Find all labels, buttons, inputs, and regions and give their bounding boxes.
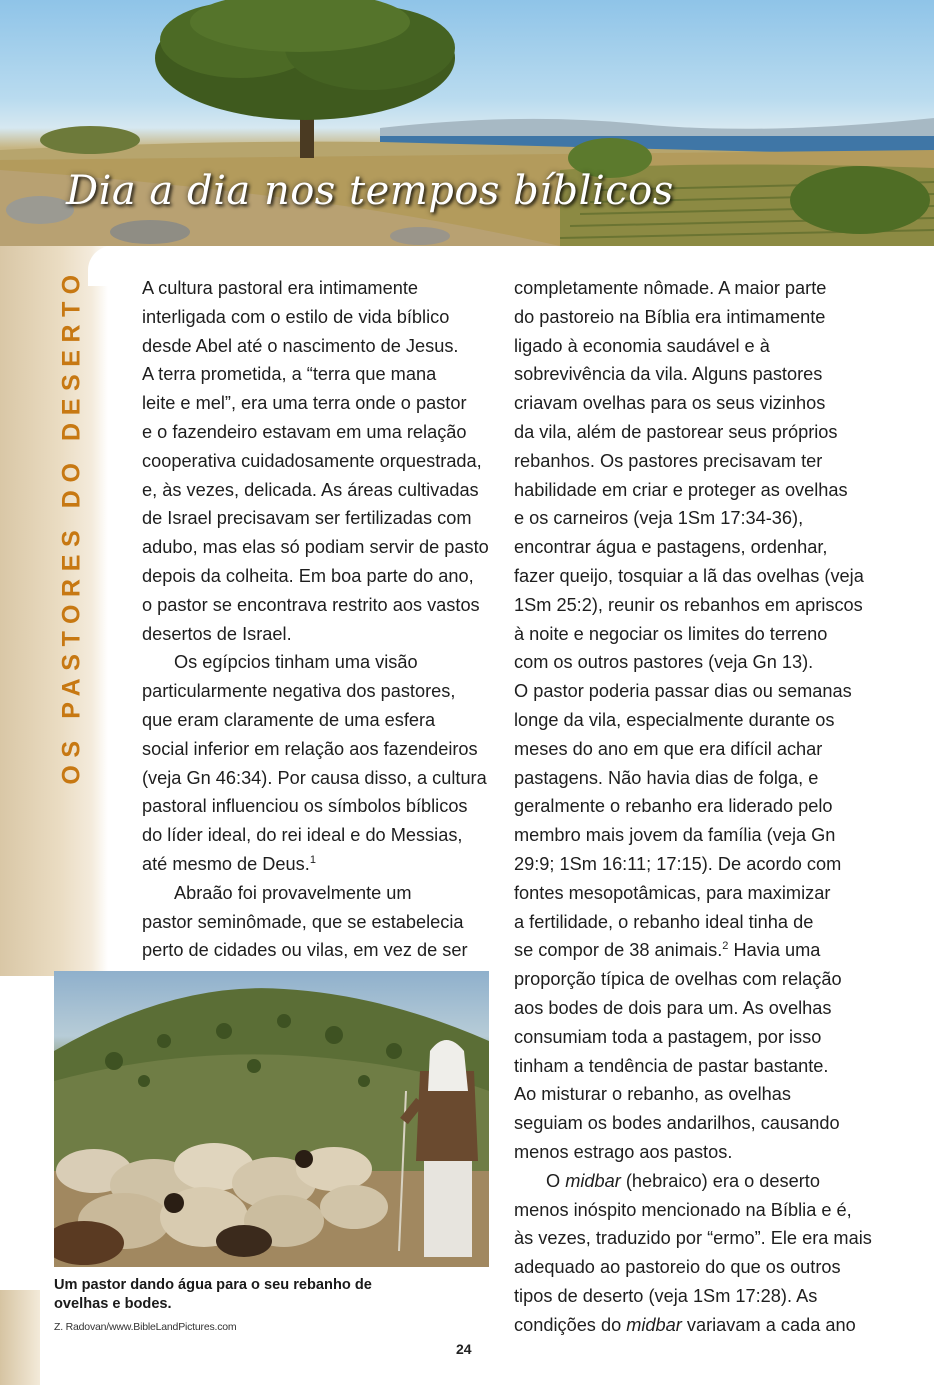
- text-line: adequado ao pastoreio do que os outros: [514, 1257, 841, 1278]
- paragraph-5: [514, 1167, 874, 1340]
- text-line: social inferior em relação aos fazendeiros: [142, 738, 478, 759]
- text-fragment: (hebraico) era o deserto: [620, 1170, 820, 1191]
- text-line: pastagens. Não havia dias de folga, e: [514, 767, 819, 788]
- text-line: completamente nômade. A maior parte: [514, 278, 827, 298]
- caption-line: ovelhas e bodes.: [54, 1296, 172, 1312]
- text-line: menos estrago aos pastos.: [514, 1141, 733, 1162]
- section-label-text: OS PASTORES DO DESERTO: [57, 267, 86, 785]
- text-line: da vila, além de pastorear seus próprios: [514, 421, 838, 442]
- text-line: Abraão foi provavelmente um: [174, 882, 412, 903]
- text-line: pastoral influenciou os símbolos bíblicos: [142, 796, 468, 817]
- text-line: às vezes, traduzido por “ermo”. Ele era mais: [514, 1228, 872, 1249]
- text-line: membro mais jovem da família (veja Gn: [514, 825, 836, 846]
- text-line: adubo, mas elas só podiam servir de pasto: [142, 537, 489, 558]
- shepherd-flock-illustration: [54, 971, 489, 1267]
- text-line: leite e mel”, era uma terra onde o pastor: [142, 393, 467, 414]
- text-line: interligada com o estilo de vida bíblico: [142, 306, 450, 327]
- hebrew-term: midbar: [565, 1170, 621, 1191]
- text-line: geralmente o rebanho era liderado pelo: [514, 796, 833, 817]
- paragraph-3: [142, 879, 502, 965]
- text-line: Os egípcios tinham uma visão: [174, 652, 418, 673]
- side-band: [0, 246, 108, 976]
- text-line: com os outros pastores (veja Gn 13).: [514, 652, 814, 673]
- text-line: fontes mesopotâmicas, para maximizar: [514, 882, 831, 903]
- text-line: à noite e negociar os limites do terreno: [514, 623, 828, 644]
- text-line: do líder ideal, do rei ideal e do Messias,: [142, 825, 463, 846]
- paragraph-2: [142, 648, 502, 878]
- text-fragment: variavam a cada ano: [681, 1314, 856, 1335]
- text-fragment: condições do: [514, 1314, 627, 1335]
- text-line: de Israel precisavam ser fertilizadas com: [142, 508, 472, 529]
- photo-caption: [54, 1276, 414, 1314]
- footnote-1: 1: [309, 853, 316, 866]
- text-line: 29:9; 1Sm 16:11; 17:15). De acordo com: [514, 853, 842, 874]
- text-line: a fertilidade, o rebanho ideal tinha de: [514, 911, 814, 932]
- text-line: 1Sm 25:2), reunir os rebanhos em apriscos: [514, 594, 863, 615]
- text-line: e os carneiros (veja 1Sm 17:34-36),: [514, 508, 804, 529]
- text-line: seguiam os bodes andarilhos, causando: [514, 1113, 840, 1134]
- header-photo: [0, 0, 934, 246]
- text-line: tipos de deserto (veja 1Sm 17:28). As: [514, 1285, 818, 1306]
- text-line: desertos de Israel.: [142, 623, 292, 644]
- text-line: que eram claramente de uma esfera: [142, 709, 436, 730]
- text-fragment: até mesmo de Deus.: [142, 853, 310, 874]
- text-line: proporção típica de ovelhas com relação: [514, 969, 842, 990]
- text-line: longe da vila, especialmente durante os: [514, 709, 835, 730]
- text-line: tinham a tendência de pastar bastante.: [514, 1055, 829, 1076]
- text-line: [514, 1311, 874, 1340]
- text-line: meses do ano em que era difícil achar: [514, 738, 823, 759]
- text-line: Ao misturar o rebanho, as ovelhas: [514, 1084, 792, 1105]
- text-line: cooperativa cuidadosamente orquestrada,: [142, 450, 482, 471]
- text-column-2: [514, 274, 874, 1339]
- text-line: criavam ovelhas para os seus vizinhos: [514, 393, 826, 414]
- paragraph-1: [142, 274, 502, 648]
- text-line: menos inóspito mencionado na Bíblia e é,: [514, 1199, 852, 1220]
- text-line: consumiam toda a pastagem, por isso: [514, 1026, 822, 1047]
- text-line: [142, 850, 502, 879]
- text-line: [514, 1167, 874, 1196]
- text-line: A cultura pastoral era intimamente: [142, 278, 418, 298]
- text-line: ligado à economia saudável e à: [514, 335, 770, 356]
- text-line: pastor seminômade, que se estabelecia: [142, 911, 464, 932]
- text-line: desde Abel até o nascimento de Jesus.: [142, 335, 459, 356]
- paragraph-4: [514, 274, 874, 1167]
- page-number: 24: [456, 1341, 472, 1357]
- text-line: (veja Gn 46:34). Por causa disso, a cultura: [142, 767, 487, 788]
- text-line: do pastoreio na Bíblia era intimamente: [514, 306, 826, 327]
- text-line: [514, 936, 874, 965]
- text-line: depois da colheita. Em boa parte do ano,: [142, 565, 474, 586]
- text-line: e, às vezes, delicada. As áreas cultivadas: [142, 479, 479, 500]
- text-line: O pastor poderia passar dias ou semanas: [514, 681, 852, 702]
- shepherd-photo: [54, 971, 489, 1267]
- text-line: perto de cidades ou vilas, em vez de ser: [142, 940, 468, 961]
- text-fragment: O: [546, 1170, 566, 1191]
- text-line: aos bodes de dois para um. As ovelhas: [514, 997, 832, 1018]
- text-line: o pastor se encontrava restrito aos vastos: [142, 594, 480, 615]
- text-line: sobrevivência da vila. Alguns pastores: [514, 364, 823, 385]
- text-line: fazer queijo, tosquiar a lã das ovelhas (veja: [514, 565, 864, 586]
- text-line: A terra prometida, a “terra que mana: [142, 364, 437, 385]
- caption-line: Um pastor dando água para o seu rebanho de: [54, 1277, 372, 1293]
- text-line: habilidade em criar e proteger as ovelhas: [514, 479, 848, 500]
- text-fragment: se compor de 38 animais.: [514, 940, 723, 961]
- text-line: e o fazendeiro estavam em uma relação: [142, 421, 467, 442]
- text-line: rebanhos. Os pastores precisavam ter: [514, 450, 823, 471]
- side-band-lower: [0, 1290, 40, 1385]
- text-column-1: [142, 274, 502, 965]
- page-title: Dia a dia nos tempos bíblicos: [66, 168, 674, 214]
- footnote-2: 2: [722, 940, 729, 953]
- text-line: particularmente negativa dos pastores,: [142, 681, 456, 702]
- hebrew-term: midbar: [626, 1314, 682, 1335]
- text-line: encontrar água e pastagens, ordenhar,: [514, 537, 828, 558]
- text-fragment: Havia uma: [728, 940, 821, 961]
- photo-credit: Z. Radovan/www.BibleLandPictures.com: [54, 1321, 237, 1333]
